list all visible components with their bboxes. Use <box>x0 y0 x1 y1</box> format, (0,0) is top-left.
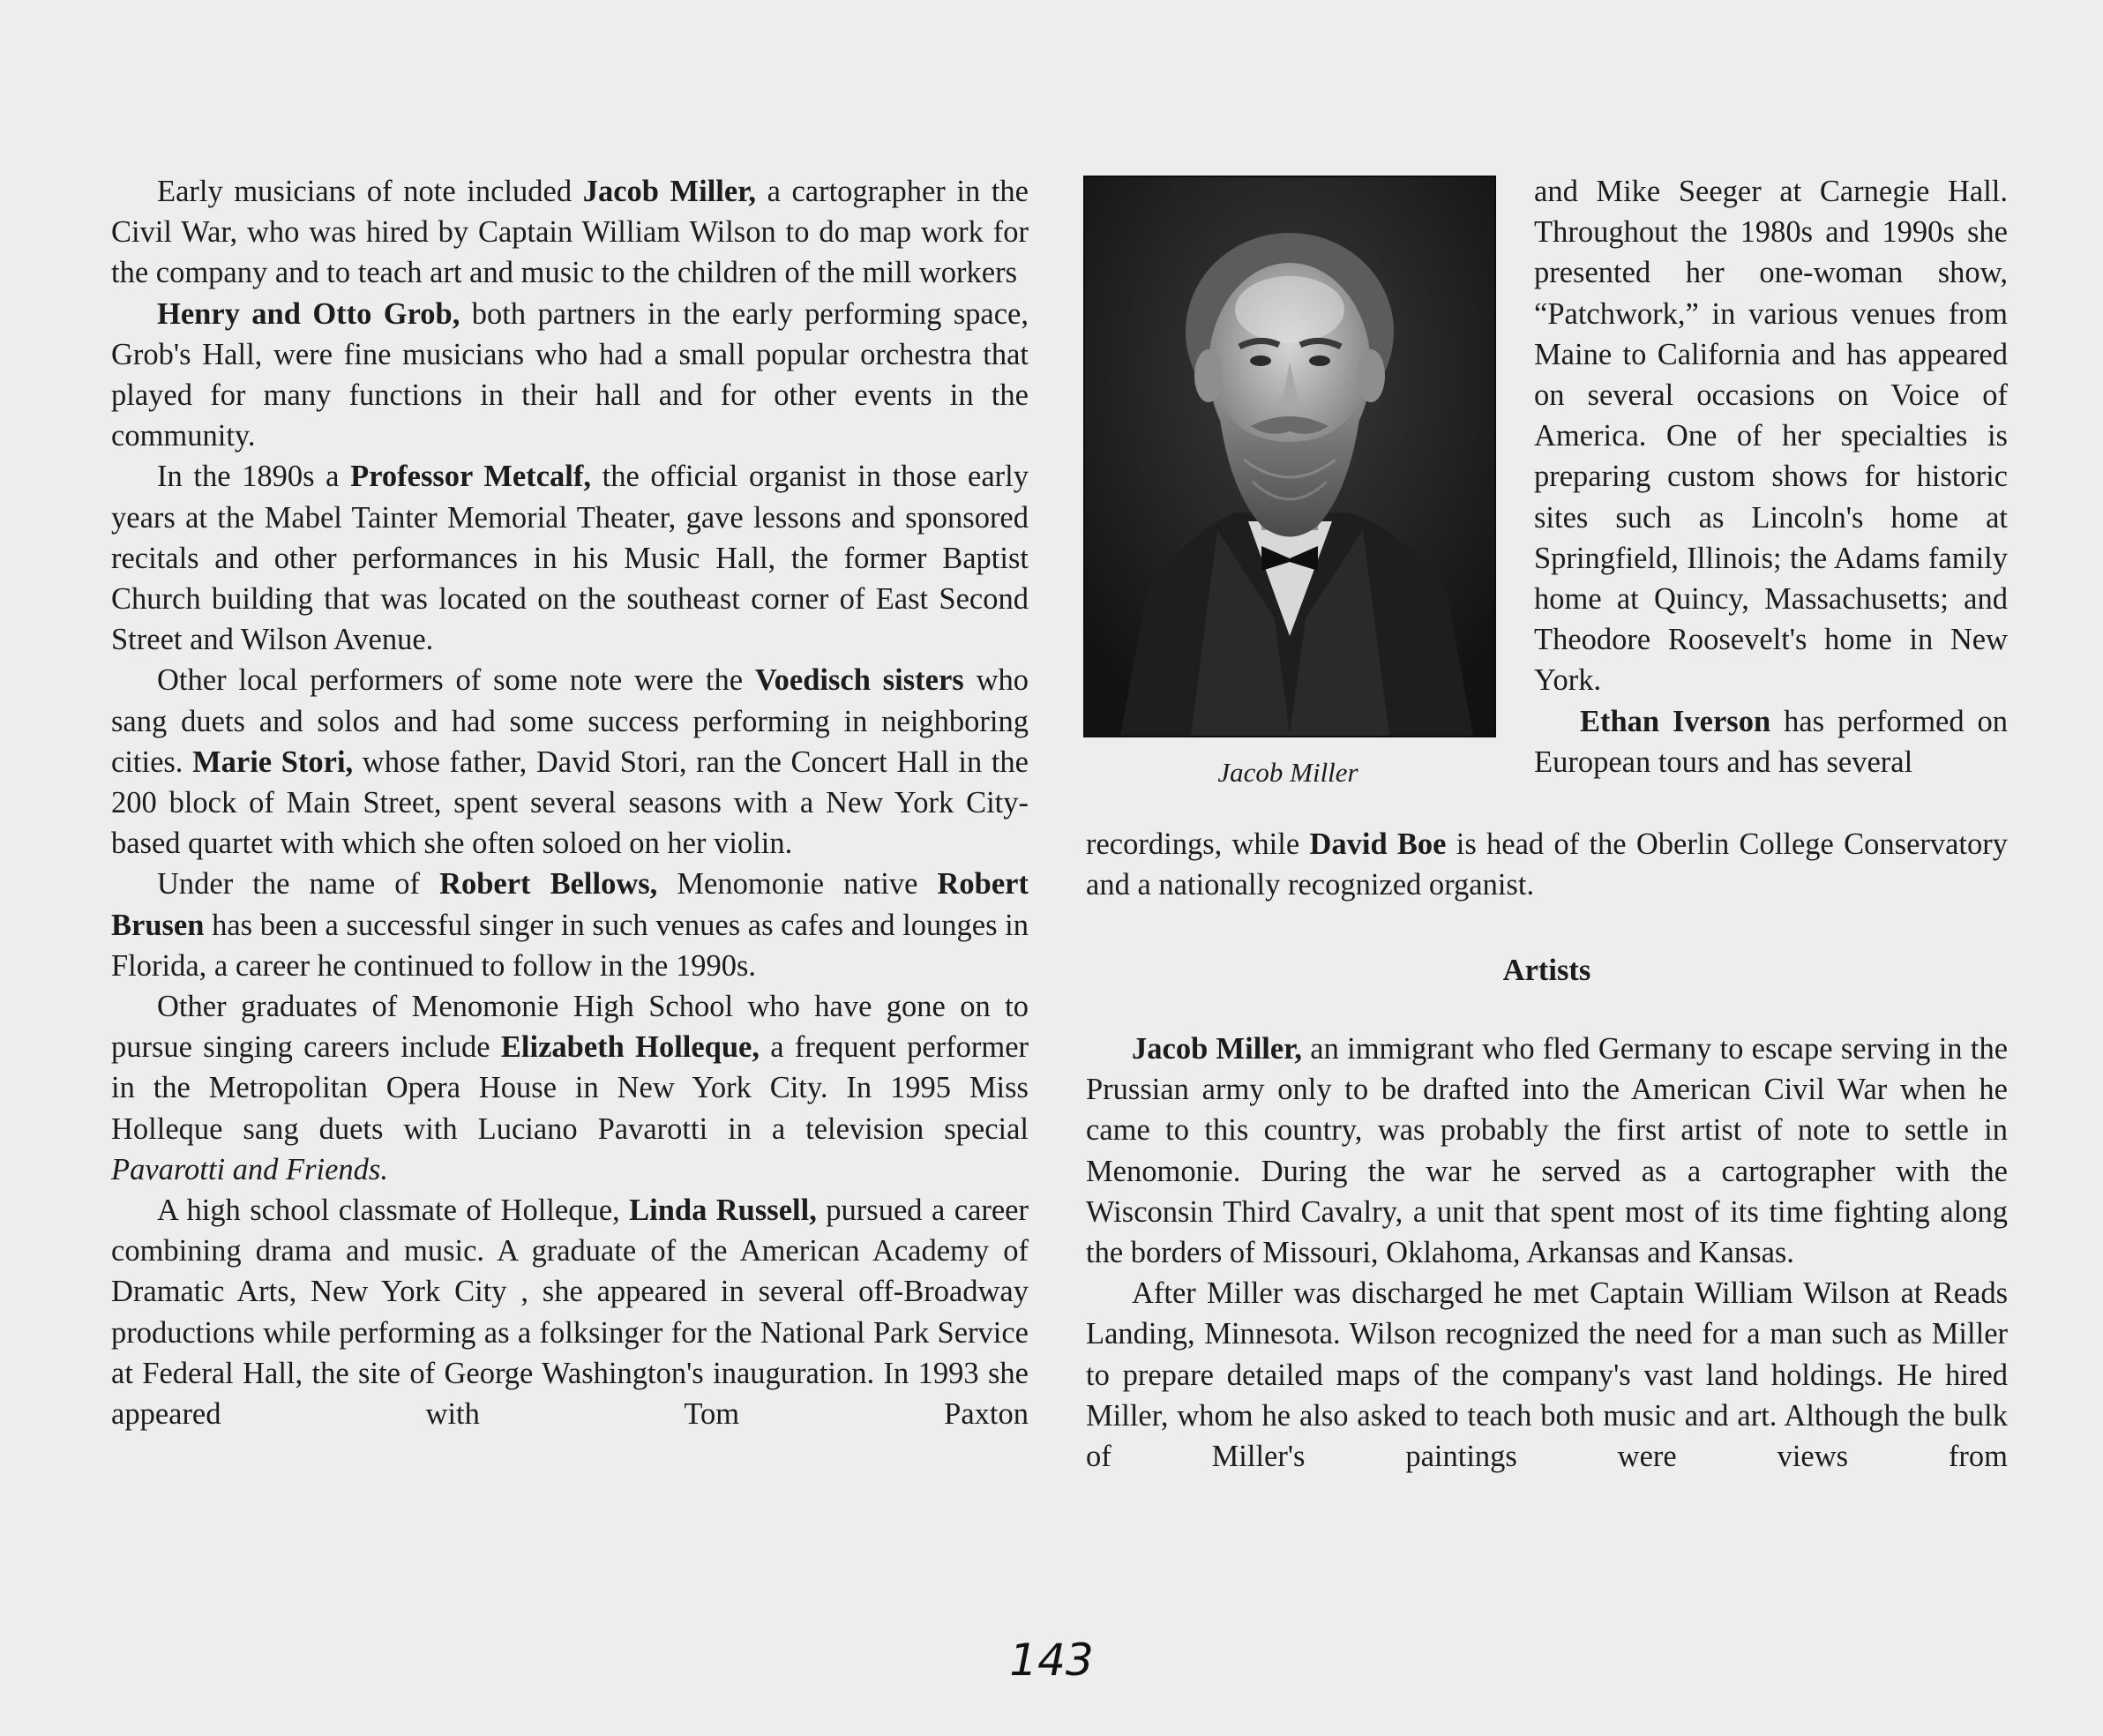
text: A high school classmate of Holleque, <box>157 1194 630 1228</box>
text: Other local performers of some note were the <box>157 663 755 698</box>
paragraph-metcalf <box>111 456 1029 660</box>
bold-name: David Boe <box>1309 827 1447 861</box>
text: In the 1890s a <box>157 460 351 494</box>
text: has performed on European tours and has several <box>1534 704 2009 779</box>
paragraph-russell <box>111 1190 1029 1434</box>
text: an immigrant who fled Germany to escape serving in the Prussian army only to be drafted into the American Civil War when he came to this country, was probably the first artist of note to settle in Menomonie. During the war he served as a cartographer with the Wisconsin Third Cavalry, a unit that spent most of its time fighting along the borders of Missouri, Oklahoma, Arkansas and Kansas. <box>1086 1032 2009 1270</box>
section-heading: Artists <box>1502 954 1591 987</box>
paragraph-voedisch-stori <box>111 660 1029 864</box>
bold-name: Elizabeth Holleque, <box>500 1030 760 1065</box>
bold-name: Jacob Miller, <box>582 175 756 208</box>
paragraph-grob <box>111 294 1029 457</box>
paragraph-bellows <box>111 864 1029 986</box>
right-text-column-continuation <box>1086 824 2008 905</box>
left-text-column <box>111 171 1029 1434</box>
text: Under the name of <box>157 867 440 902</box>
text: a cartographer in the Civil War, who was hired by Captain William Wilson to do map work for the company and to teach art and music to the children of the mill workers <box>111 175 1029 290</box>
text: Menomonie native <box>657 867 938 902</box>
text: whose father, David Stori, ran the Concert Hall in the 200 block of Main Street, spent several seasons with a New York City-based quartet with which she often soloed on her violin. <box>111 745 1029 861</box>
paragraph-miller-artist <box>1086 1029 2008 1273</box>
paragraph-boe <box>1086 824 2008 905</box>
bold-name: Ethan Iverson <box>1580 704 1771 738</box>
portrait-illustration <box>1085 177 1494 736</box>
bold-name: Professor Metcalf, <box>350 460 591 494</box>
right-text-column-top <box>1534 171 2008 782</box>
bold-name: Robert Brusen <box>111 867 1029 942</box>
text: both partners in the early performing space, Grob's Hall, were fine musicians who had a small popular orchestra that played for many functions in their hall and for other events in the community. <box>111 296 1029 453</box>
text: a frequent performer in the Metropolitan Opera House in New York City. In 1995 Miss Holleque sang duets with Luciano Pavarotti in a television special <box>111 1030 1029 1146</box>
photo-caption: Jacob Miller <box>1217 757 1358 788</box>
bold-name: Robert Bellows, <box>439 867 658 902</box>
paragraph-russell-continued: and Mike Seeger at Carnegie Hall. Throughout the 1980s and 1990s she presented her one-woman show, “Patchwork,” in various venues from Maine to California and has appeared on several occasions on Voice of America. One of her specialties is preparing custom shows for historic sites such as Lincoln's home at Springfield, Illinois; the Adams family home at Quincy, Massachusetts; and Theodore Roosevelt's home in New York. <box>1534 175 2008 698</box>
bold-name: Jacob Miller, <box>1132 1032 1302 1066</box>
paragraph-jacob-miller-intro <box>111 171 1029 294</box>
text: who sang duets and solos and had some success performing in neighboring cities. <box>111 663 1029 779</box>
text: the official organist in those early years at the Mabel Tainter Memorial Theater, gave lessons and sponsored recitals and other performances in his Music Hall, the former Baptist Church building that was located on the southeast corner of East Second Street and Wilson Avenue. <box>111 460 1029 657</box>
text: Other graduates of Menomonie High School who have gone on to pursue singing careers include <box>111 990 1029 1065</box>
bold-name: Voedisch sisters <box>754 663 964 698</box>
paragraph-miller-discharged: After Miller was discharged he met Captain William Wilson at Reads Landing, Minnesota. Wilson recognized the need for a man such as Miller to prepare detailed maps of the company's vast land holdings. He hired Miller, whom he also asked to teach both music and art. Although the bulk of Miller's paintings were views from <box>1086 1276 2008 1474</box>
text: recordings, while <box>1086 827 1310 861</box>
page-number: 143 <box>1009 1635 1094 1686</box>
italic-title: Pavarotti and Friends. <box>111 1152 388 1186</box>
portrait-photo <box>1083 176 1496 737</box>
right-text-column-artists <box>1086 1029 2008 1477</box>
text: has been a successful singer in such venues as cafes and lounges in Florida, a career he continued to follow in the 1990s. <box>111 908 1029 983</box>
text: is head of the Oberlin College Conservatory and a nationally recognized organist. <box>1086 827 2009 902</box>
bold-name: Marie Stori, <box>192 745 354 779</box>
bold-name: Henry and Otto Grob, <box>157 296 460 331</box>
paragraph-holleque <box>111 986 1029 1190</box>
text: Early musicians of note included <box>157 175 583 208</box>
paragraph-iverson <box>1534 701 2008 782</box>
text: pursued a career combining drama and music. A graduate of the American Academy of Dramatic Arts, New York City , she appeared in several off-Broadway productions while performing as a folksinger for the National Park Service at Federal Hall, the site of George Washington's inauguration. In 1993 she appeared with Tom Paxton <box>111 1194 1029 1432</box>
bold-name: Linda Russell, <box>629 1194 817 1228</box>
